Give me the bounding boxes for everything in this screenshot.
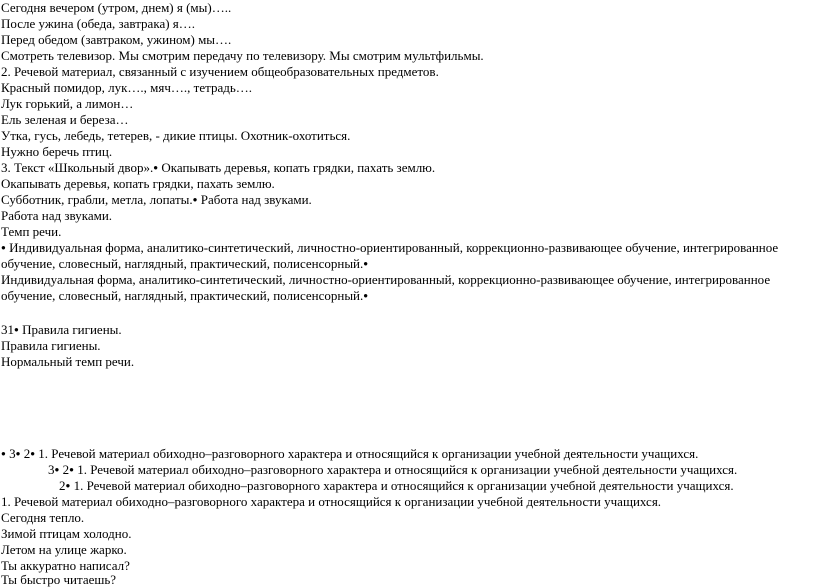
line-text: Сегодня вечером (утром, днем) я (мы)….. xyxy=(1,0,232,15)
text-line xyxy=(1,208,112,224)
line-text: 3. Текст «Школьный двор». xyxy=(1,160,154,175)
bullet-icon xyxy=(69,462,74,477)
bullet-icon xyxy=(363,288,368,303)
text-line xyxy=(1,64,439,80)
text-line xyxy=(1,572,116,588)
text-line xyxy=(1,224,61,240)
line-text: 1. Речевой материал обиходно–разговорного характера и относящийся к организации учебной деятельности учащихся. xyxy=(38,446,699,461)
line-text: Работа над звуками. xyxy=(200,192,312,207)
line-text: После ужина (обеда, завтрака) я…. xyxy=(1,16,196,31)
line-text: 3 xyxy=(9,446,16,461)
line-text: Ты быстро читаешь? xyxy=(1,572,117,587)
bullet-icon xyxy=(14,322,19,337)
text-line xyxy=(1,240,778,256)
bullet-icon xyxy=(363,256,368,271)
line-text: 2 xyxy=(62,462,70,477)
line-text: Индивидуальная форма, аналитико-синтетический, личностно-ориентированный, коррекционно-развивающее обучение, интегрированное xyxy=(1,272,771,287)
line-text: Нужно беречь птиц. xyxy=(1,144,113,159)
line-text: Сегодня тепло. xyxy=(1,510,85,525)
text-line xyxy=(48,462,737,478)
text-line xyxy=(1,176,275,192)
text-line xyxy=(1,0,231,16)
text-line xyxy=(1,192,312,208)
text-line xyxy=(1,144,112,160)
line-text: Темп речи. xyxy=(1,224,62,239)
line-text: 1. Речевой материал обиходно–разговорного характера и относящийся к организации учебной деятельности учащихся. xyxy=(73,478,734,493)
text-line xyxy=(1,32,231,48)
text-line xyxy=(1,48,484,64)
line-text: Утка, гусь, лебедь, тетерев, - дикие птицы. Охотник-охотиться. xyxy=(1,128,351,143)
line-text: Смотреть телевизор. Мы смотрим передачу по телевизору. Мы смотрим мультфильмы. xyxy=(1,48,484,63)
line-text: 2 xyxy=(23,446,31,461)
line-text: Красный помидор, лук…., мяч…., тетрадь…. xyxy=(1,80,253,95)
text-line xyxy=(1,96,133,112)
bullet-icon xyxy=(1,446,6,461)
line-text: Окапывать деревья, копать грядки, пахать землю. xyxy=(161,160,436,175)
text-line xyxy=(1,354,134,370)
line-text: Субботник, грабли, метла, лопаты. xyxy=(1,192,193,207)
text-line xyxy=(1,160,435,176)
text-line xyxy=(1,338,101,354)
text-line xyxy=(1,16,195,32)
line-text: Зимой птицам холодно. xyxy=(1,526,132,541)
line-text: Ель зеленая и береза… xyxy=(1,112,129,127)
text-line xyxy=(1,112,128,128)
line-text: Индивидуальная форма, аналитико-синтетический, личностно-ориентированный, коррекционно-развивающее обучение, интегрированное xyxy=(9,240,779,255)
line-text: Нормальный темп речи. xyxy=(1,354,135,369)
text-line xyxy=(1,288,368,304)
line-text: Летом на улице жарко. xyxy=(1,542,127,557)
text-line xyxy=(1,494,661,510)
line-text: 1. Речевой материал обиходно–разговорного характера и относящийся к организации учебной деятельности учащихся. xyxy=(1,494,662,509)
text-line xyxy=(1,542,127,558)
line-text: 2 xyxy=(59,478,66,493)
line-text: Перед обедом (завтраком, ужином) мы…. xyxy=(1,32,232,47)
line-text: Лук горький, а лимон… xyxy=(1,96,134,111)
bullet-icon xyxy=(193,192,198,207)
bullet-icon xyxy=(66,478,71,493)
line-text: Работа над звуками. xyxy=(1,208,113,223)
line-text: 2. Речевой материал, связанный с изучением общеобразовательных предметов. xyxy=(1,64,439,79)
text-line xyxy=(1,272,770,288)
line-text: 1. Речевой материал обиходно–разговорного характера и относящийся к организации учебной деятельности учащихся. xyxy=(77,462,738,477)
line-text: 3 xyxy=(48,462,55,477)
text-line xyxy=(1,322,122,338)
bullet-icon xyxy=(153,160,158,175)
text-line xyxy=(1,128,350,144)
text-line xyxy=(1,510,84,526)
line-text: Ты аккуратно написал? xyxy=(1,558,130,573)
line-text: обучение, словесный, наглядный, практический, полисенсорный. xyxy=(1,288,364,303)
text-line xyxy=(1,526,131,542)
line-text: Правила гигиены. xyxy=(22,322,122,337)
text-line xyxy=(1,256,368,272)
line-text: 31 xyxy=(1,322,14,337)
bullet-icon xyxy=(55,462,60,477)
line-text: Правила гигиены. xyxy=(1,338,101,353)
line-text: Окапывать деревья, копать грядки, пахать землю. xyxy=(1,176,275,191)
text-line xyxy=(1,80,252,96)
text-line xyxy=(59,478,734,494)
bullet-icon xyxy=(30,446,35,461)
bullet-icon xyxy=(16,446,21,461)
text-line xyxy=(1,446,698,462)
bullet-icon xyxy=(1,240,6,255)
line-text: обучение, словесный, наглядный, практический, полисенсорный. xyxy=(1,256,364,271)
